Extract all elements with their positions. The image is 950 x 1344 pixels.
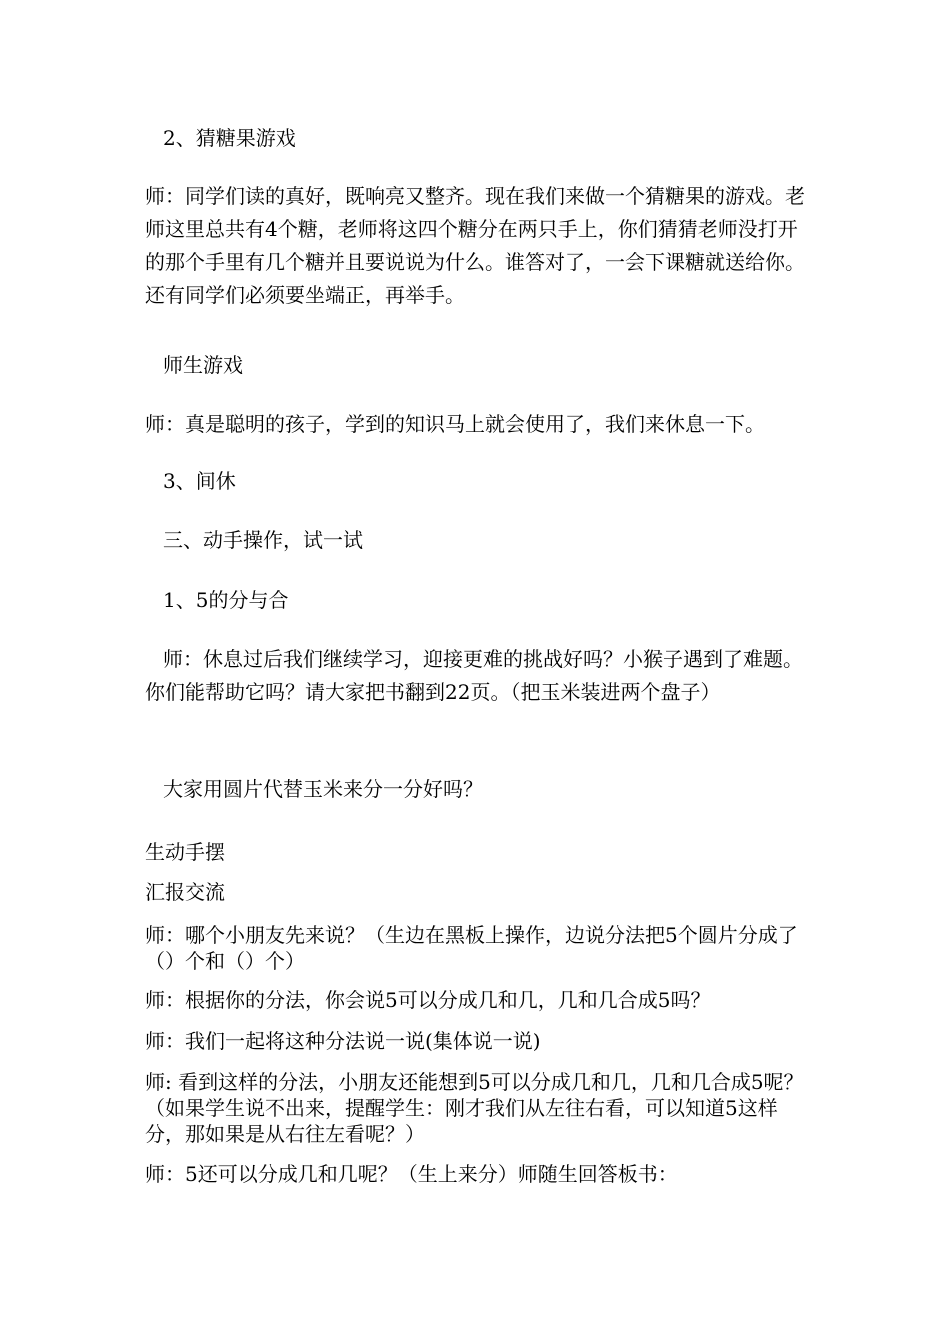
paragraph-use-discs: 大家用圆片代替玉米来分一分好吗？: [163, 777, 483, 801]
paragraph-teacher-other-split: 师: 看到这样的分法，小朋友还能想到5可以分成几和几，几和几合成5呢？（如果学生说不出来，提醒学生：刚才我们从左往右看，可以知道5这样分，那如果是从右往左看呢？）: [145, 1070, 804, 1146]
paragraph-teacher-candy-game: 师：同学们读的真好，既响亮又整齐。现在我们来做一个猜糖果的游戏。老师这里总共有4个糖，老师将这四个糖分在两只手上，你们猜猜老师没打开的那个手里有几个糖并且要说说为什么。谁答对了，一会下课糖就送给你。还有同学们必须要坐端正，再举手。: [145, 184, 805, 307]
heading-break: 3、间休: [163, 469, 236, 493]
paragraph-teacher-board: 师：5还可以分成几和几呢？（生上来分）师随生回答板书：: [145, 1162, 678, 1186]
paragraph-teacher-monkey: 师：休息过后我们继续学习，迎接更难的挑战好吗？小猴子遇到了难题。你们能帮助它吗？请大家把书翻到22页。（把玉米装进两个盘子）: [145, 647, 803, 704]
heading-guess-candy: 2、猜糖果游戏: [163, 126, 296, 150]
paragraph-teacher-together: 师：我们一起将这种分法说一说(集体说一说): [145, 1029, 541, 1053]
paragraph-report: 汇报交流: [145, 880, 225, 904]
heading-five-split: 1、5的分与合: [163, 588, 289, 612]
heading-hands-on: 三、动手操作，试一试: [163, 528, 363, 552]
paragraph-teacher-your-split: 师：根据你的分法，你会说5可以分成几和几，几和几合成5吗？: [145, 988, 711, 1012]
paragraph-teacher-student-game: 师生游戏: [163, 353, 243, 377]
paragraph-students-arrange: 生动手摆: [145, 840, 225, 864]
paragraph-teacher-rest: 师：真是聪明的孩子，学到的知识马上就会使用了，我们来休息一下。: [145, 412, 765, 436]
paragraph-teacher-who-first: 师：哪个小朋友先来说？（生边在黑板上操作，边说分法把5个圆片分成了（）个和（）个）: [145, 923, 798, 973]
